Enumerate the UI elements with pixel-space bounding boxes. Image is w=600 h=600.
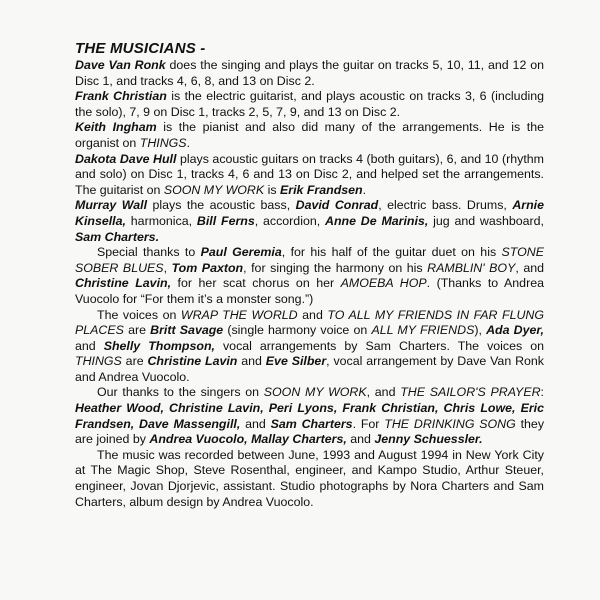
musician-name: Sam Charters.	[75, 229, 160, 244]
song-title: THE SAILOR'S PRAYER	[400, 385, 541, 400]
credit-text: , vocal arrangement by Dave Van Ronk and Andrea Vuocolo.	[75, 354, 545, 384]
credit-text: , for singing the harmony on his	[243, 260, 428, 275]
credit-text: is the pianist and also did many of the arrangements. He is the organist on	[75, 120, 544, 150]
song-title: SOON MY WORK	[163, 182, 265, 197]
song-title: STONE SOBER BLUES	[75, 245, 544, 275]
credit-text: are	[121, 354, 148, 369]
credit-text: is the electric guitarist, and plays acoustic on tracks 3, 6 (including the solo), 7, 9 on Disc 1, tracks 2, 5, 7, 9, and 13 on Disc 2.	[75, 89, 544, 119]
credits-paragraph	[75, 120, 544, 151]
credit-text: and	[237, 354, 266, 369]
musician-name: Christine Lavin,	[75, 276, 172, 291]
credit-text: (single harmony voice on	[223, 323, 372, 338]
musician-name: Dakota Dave Hull	[75, 151, 177, 166]
credit-text: and	[75, 338, 104, 353]
credit-text: Special thanks to	[97, 245, 201, 260]
credit-text: jug and washboard,	[428, 213, 544, 228]
musician-name: Eve Silber	[265, 354, 327, 369]
musician-name: Frank Christian	[75, 89, 167, 104]
credit-text: for her scat chorus on her	[171, 276, 341, 291]
credit-text: Our thanks to the singers on	[97, 385, 264, 400]
credits-paragraph	[75, 152, 544, 199]
credit-text: does the singing and plays the guitar on tracks 5, 10, 11, and 12 on Disc 1, and tracks 4, 6, 8, and 13 on Disc 2.	[75, 58, 545, 88]
song-title: TO ALL MY FRIENDS IN FAR FLUNG PLACES	[75, 307, 545, 338]
credit-text: , electric bass. Drums,	[378, 198, 513, 213]
credits-paragraph	[75, 198, 544, 245]
credit-text: The voices on	[97, 307, 181, 322]
credit-text: .	[186, 135, 191, 150]
credit-text: plays acoustic guitars on tracks 4 (both guitars), 6, and 10 (rhythm and solo) on Disc 1, tracks 4, 6 and 13 on Disc 2, and helped set the arrangements. The guitarist on	[75, 151, 544, 197]
musician-name: Sam Charters	[270, 416, 353, 431]
credit-text: , and	[515, 260, 545, 275]
section-heading: THE MUSICIANS -	[75, 40, 206, 57]
credit-text: , and	[366, 385, 401, 400]
credits-paragraph	[75, 245, 544, 307]
credit-text: . For	[352, 416, 385, 431]
musician-name: Tom Paxton	[171, 260, 244, 275]
musician-name: Anne De Marinis,	[325, 213, 429, 228]
musician-name: Bill Ferns	[196, 213, 255, 228]
song-title: SOON MY WORK	[263, 385, 367, 400]
musician-name: Ada Dyer,	[486, 323, 544, 338]
musician-name: David Conrad	[295, 198, 379, 213]
credit-text: .	[362, 182, 367, 197]
credit-text: ),	[474, 323, 487, 338]
musician-name: Shelly Thompson,	[103, 338, 215, 353]
musician-name: Arnie Kinsella,	[75, 198, 545, 228]
musician-name: Britt Savage	[150, 323, 224, 338]
credit-text: , accordion,	[254, 213, 325, 228]
credits-paragraph	[75, 89, 544, 120]
musician-name: Paul Geremia	[200, 245, 282, 260]
song-title: THINGS	[75, 354, 122, 369]
song-title: ALL MY FRIENDS	[371, 323, 475, 338]
credits-paragraph	[75, 308, 544, 386]
musician-name: Jenny Schuessler.	[374, 432, 483, 447]
musician-name: Murray Wall	[75, 198, 148, 213]
credit-text: and	[240, 416, 271, 431]
credit-text: ,	[163, 260, 172, 275]
credit-text: vocal arrangements by Sam Charters. The voices on	[214, 338, 544, 353]
musician-name: Dave Van Ronk	[75, 58, 166, 72]
song-title: THE DRINKING SONG	[384, 416, 516, 431]
credit-text: is	[264, 182, 280, 197]
credit-text: harmonica,	[125, 213, 197, 228]
musician-name: Erik Frandsen	[279, 182, 363, 197]
credit-text: , for his half of the guitar duet on his	[281, 245, 502, 260]
credits-paragraph	[75, 58, 544, 89]
credit-text: The music was recorded between June, 1993 and August 1994 in New York City at The Magic Shop, Steve Rosenthal, engineer, and Kampo Studio, Arthur Steuer, engineer, Jovan Djorjevic, assistant. Studio photographs by Nora Charters and Sam Charters, album design by Andrea Vuocolo.	[75, 447, 544, 509]
credit-text: and	[346, 432, 375, 447]
credit-text: are	[123, 323, 151, 338]
credits-body	[75, 58, 544, 510]
credit-text: and	[297, 307, 328, 322]
credits-paragraph	[75, 448, 544, 510]
credit-text: plays the acoustic bass,	[147, 198, 296, 213]
credit-text: they are joined by	[75, 416, 545, 447]
song-title: RAMBLIN' BOY	[427, 260, 516, 275]
credit-text: :	[540, 385, 544, 400]
song-title: THINGS	[139, 135, 187, 150]
song-title: WRAP THE WORLD	[180, 307, 298, 322]
musician-name: Heather Wood, Christine Lavin, Peri Lyons, Frank Christian, Chris Lowe, Eric Frandsen, Dave Massengill,	[75, 401, 544, 431]
credit-text: . (Thanks to Andrea Vuocolo for “For them it’s a monster song.”)	[75, 276, 544, 306]
musician-name: Keith Ingham	[75, 120, 157, 135]
song-title: AMOEBA HOP	[340, 276, 427, 291]
musician-name: Christine Lavin	[147, 354, 238, 369]
credits-paragraph	[75, 385, 544, 447]
musician-name: Andrea Vuocolo, Mallay Charters,	[149, 432, 347, 447]
